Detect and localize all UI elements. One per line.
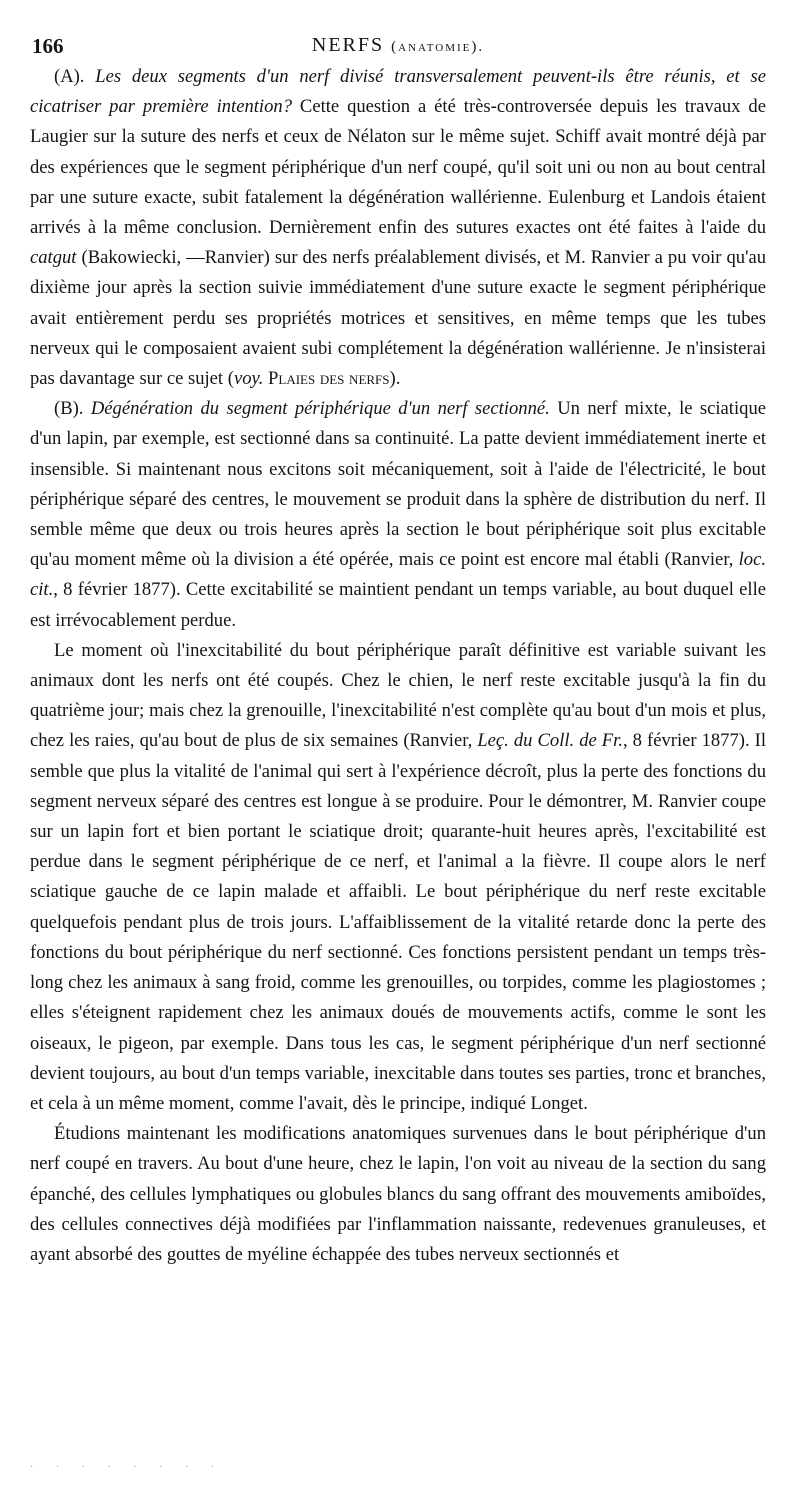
- body-text: [30, 62, 766, 1270]
- voy-abbrev: voy.: [233, 368, 264, 390]
- paragraph-b-text-2: , 8 février 1877). Cette excitabilité se maintient pendant un temps variable, au bout duquel elle est irrévocablement perdue.: [30, 579, 766, 631]
- paragraph-a-end: ).: [389, 368, 401, 390]
- section-heading-b: Dégénération du segment périphérique d'un nerf sectionné.: [90, 398, 550, 420]
- running-title-sub: (anatomie).: [391, 39, 485, 55]
- catgut-term: catgut: [30, 247, 77, 269]
- paragraph-d: Étudions maintenant les modifications anatomiques survenues dans le bout périphérique d'un nerf coupé en travers. Au bout d'une heure, chez le lapin, l'on voit au niveau de la section du sang épanché, des cellules lymphatiques ou globules blancs du sang offrant des mouvements amiboïdes, des cellules connectives déjà modifiées par l'inflammation naissante, redevenues granuleuses, et ayant absorbé des gouttes de myéline échappée des tubes nerveux sectionnés et: [30, 1123, 767, 1265]
- running-title-main: NERFS: [311, 34, 385, 56]
- paragraph-c-text-1: Le moment où l'inexcitabilité du bout périphérique paraît définitive est variable suivant les animaux dont les nerfs ont été coupés. Chez le chien, le nerf reste excitable jusqu'à la fin du quatrième jour; mais chez la grenouille, l'inexcitabilité n'est complète qu'au bout d'un mois et plus, chez les raies, qu'au bout de plus de six semaines (Ranvier,: [30, 639, 766, 752]
- paragraph-b: [30, 394, 766, 636]
- page-number: 166: [32, 34, 64, 58]
- paragraph-a: [30, 62, 766, 394]
- section-marker-a: (A).: [54, 66, 85, 87]
- running-head: [30, 26, 766, 62]
- running-title: [30, 34, 766, 57]
- cross-reference: Plaies des nerfs: [268, 368, 390, 390]
- paragraph-a-text-1: Cette question a été très-controversée depuis les travaux de Laugier sur la suture des nerfs et ceux de Nélaton sur le même sujet. Schiff avait montré déjà par des expériences que le segment périphérique d'un nerf coupé, qu'il soit uni ou non au bout central par une suture exacte, subit fatalement la dégénération wallérienne. Eulenburg et Landois étaient arrivés à la même conclusion. Dernièrement enfin des sutures exactes ont été faites à l'aide du: [30, 96, 766, 239]
- section-heading-a: Les deux segments d'un nerf divisé transversalement peuvent-ils être réunis, et se cicatriser par première intention?: [30, 66, 766, 118]
- citation-b: loc. cit.: [30, 549, 766, 601]
- section-marker-b: (B).: [54, 398, 84, 420]
- scan-specks: · · · · · · · ·: [30, 1462, 225, 1473]
- citation-c: Leç. du Coll. de Fr.: [477, 730, 623, 752]
- paragraph-c: [30, 636, 766, 1119]
- paragraph-c-text-2: , 8 février 1877). Il semble que plus la vitalité de l'animal qui sert à l'expérience décroît, plus la perte des fonctions du segment nerveux séparé des centres est longue à se produire. Pour le démontrer, M. Ranvier coupe sur un lapin fort et bien portant le sciatique droit; quarante-huit heures après, l'excitabilité est perdue dans le segment périphérique de ce nerf, et l'animal a la fièvre. Il coupe alors le nerf sciatique gauche de ce lapin malade et affaibli. Le bout périphérique du nerf reste excitable quelquefois pendant plus de trois jours. L'affaiblissement de la vitalité retarde donc la perte des fonctions du bout périphérique du nerf sectionné. Ces fonctions persistent pendant un temps très-long chez les animaux à sang froid, comme les grenouilles, ou torpides, comme les plagiostomes ; elles s'éteignent rapidement chez les animaux doués de mouvements actifs, comme le sont les oiseaux, le pigeon, par exemple. Dans tous les cas, le segment périphérique d'un nerf sectionné devient toujours, au bout d'un temps variable, inexcitable dans toutes ses parties, tronc et branches, et cela à un même moment, comme l'avait, dès le principe, indiqué Longet.: [30, 730, 767, 1114]
- paragraph-b-text-1: Un nerf mixte, le sciatique d'un lapin, par exemple, est sectionné dans sa continuité. La patte devient immédiatement inerte et insensible. Si maintenant nous excitons soit mécaniquement, soit à l'aide de l'électricité, le bout périphérique séparé des centres, le mouvement se produit dans la sphère de distribution du nerf. Il semble même que deux ou trois heures après la section le bout périphérique soit plus excitable qu'au moment même où la division a été opérée, mais ce point est encore mal établi (Ranvier,: [30, 398, 766, 571]
- paragraph-a-text-2: (Bakowiecki, —Ranvier) sur des nerfs préalablement divisés, et M. Ranvier a pu voir qu'au dixième jour après la section suivie immédiatement d'une suture exacte le segment périphérique avait entièrement perdu ses propriétés motrices et sensitives, en même temps que les tubes nerveux qui le composaient avaient subi complétement la dégénération wallérienne. Je n'insisterai pas davantage sur ce sujet (: [30, 247, 766, 390]
